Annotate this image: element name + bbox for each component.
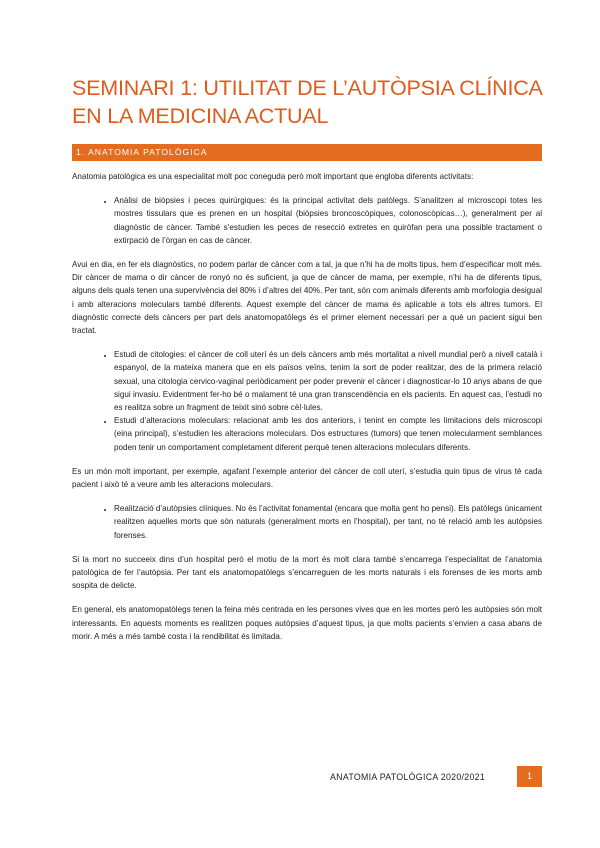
- list-item: • Estudi d’alteracions moleculars: relacionat amb les dos anteriors, i tenint en compte les limitacions dels microscopi (eina principal), s’estudien les alteracions moleculars. Dos estructures (tumors) que tenen molecularment semblances poden tenir un comportament completament diferent perquè tenen alteracions moleculars diferents.: [114, 414, 542, 454]
- bullet-list-3: [72, 502, 542, 542]
- section-header-label: 1. ANATOMIA PATOLÒGICA: [76, 147, 208, 157]
- bullet-list-1: [72, 194, 542, 247]
- page-title: SEMINARI 1: UTILITAT DE L’AUTÒPSIA CLÍNICA EN LA MEDICINA ACTUAL: [72, 76, 542, 128]
- list-item: • Estudi de citologies: el càncer de coll uterí és un dels càncers amb més mortalitat a nivell mundial però a nivell català i espanyol, de la mateixa manera que en els països veïns, tenim la sort de poder realitzar, des de la primera relació sexual, una citologia cervico-vaginal periòdicament per poder prevenir el càncer i diagnosticar-lo 10 anys abans de que sigui invasiu. Evidentment fer-ho bé o malament té una gran transcendència en els pacients. En aquest cas, l’estudi no es realitza sobre un fragment de teixit sinó sobre cèl·lules.: [114, 348, 542, 414]
- page-number: 1: [526, 771, 532, 781]
- document-body: [72, 170, 542, 654]
- list-item: • Anàlisi de biòpsies i peces quirúrgiques: és la principal activitat dels patòlegs. S’analitzen al microscopi totes les mostres tissulars que es prenen en un hospital (biòpsies broncoscòpiques, colonoscòpicas…), generalment per al diagnòstic de càncer. També s’estudien les peces de resecció extretes en quiròfan pera una possible tractament o extirpació de l’òrgan en cas de càncer.: [114, 194, 542, 247]
- paragraph-5: En general, els anatomopatòlegs tenen la feina més centrada en les persones vives que en les mortes però les autòpsies són molt interessants. En aquests moments es realitzen poques autòpsies d’aquest tipus, ja que molts pacients s’envien a casa abans de morir. A més a més també costa i la rendibilitat és limitada.: [72, 605, 542, 641]
- paragraph-3: Es un món molt important, per exemple, agafant l’exemple anterior del càncer de coll uterí, s’estudia quin tipus de virus té cada pacient i això té a veure amb les alteracions moleculars.: [72, 466, 542, 490]
- section-header-bar: [72, 144, 542, 161]
- footer-course-label: ANATOMIA PATOLÒGICA 2020/2021: [330, 772, 486, 782]
- page-number-badge: [517, 766, 542, 787]
- paragraph-2: Avui en dia, en fer els diagnòstics, no podem parlar de càncer com a tal, ja que n’hi ha de molts tipus, hem d’especificar molt més. Dir càncer de mama o dir càncer de ronyó no és suficient, ja que de càncer de mama, per exemple, n’hi ha de diferents tipus, alguns dels quals tenen una supervivència del 80% i d’altres del 40%. Per tant, són com animals diferents amb morfologia desigual i amb alteracions moleculars també diferents. Aquest exemple del càncer de mama és aplicable a tots els altres tumors. El diagnòstic correcte dels càncers per part dels anatomopatòlegs és el primer element necessari per a què un pacient sigui ben tractat.: [72, 260, 542, 336]
- paragraph-4: Si la mort no succeeix dins d’un hospital però el motiu de la mort és molt clara també s’encarrega l’especialitat de l’anatomia patològica de fer l’autòpsia. Per tant els anatomopatòlegs s’encarreguen de les morts naturals i els forenses de les morts amb sospita de delicte.: [72, 554, 542, 591]
- list-item: • Realització d’autòpsies clíniques. No és l’activitat fonamental (encara que molta gent ho pensi). Els patòlegs únicament realitzen aquelles morts que són naturals (generalment morts en l’hospital), per tant, no té relació amb les autòpsies forenses.: [114, 502, 542, 542]
- intro-paragraph: Anatomia patològica es una especialitat molt poc coneguda però molt important que engloba diferents activitats:: [72, 172, 474, 181]
- bullet-list-2: [72, 348, 542, 454]
